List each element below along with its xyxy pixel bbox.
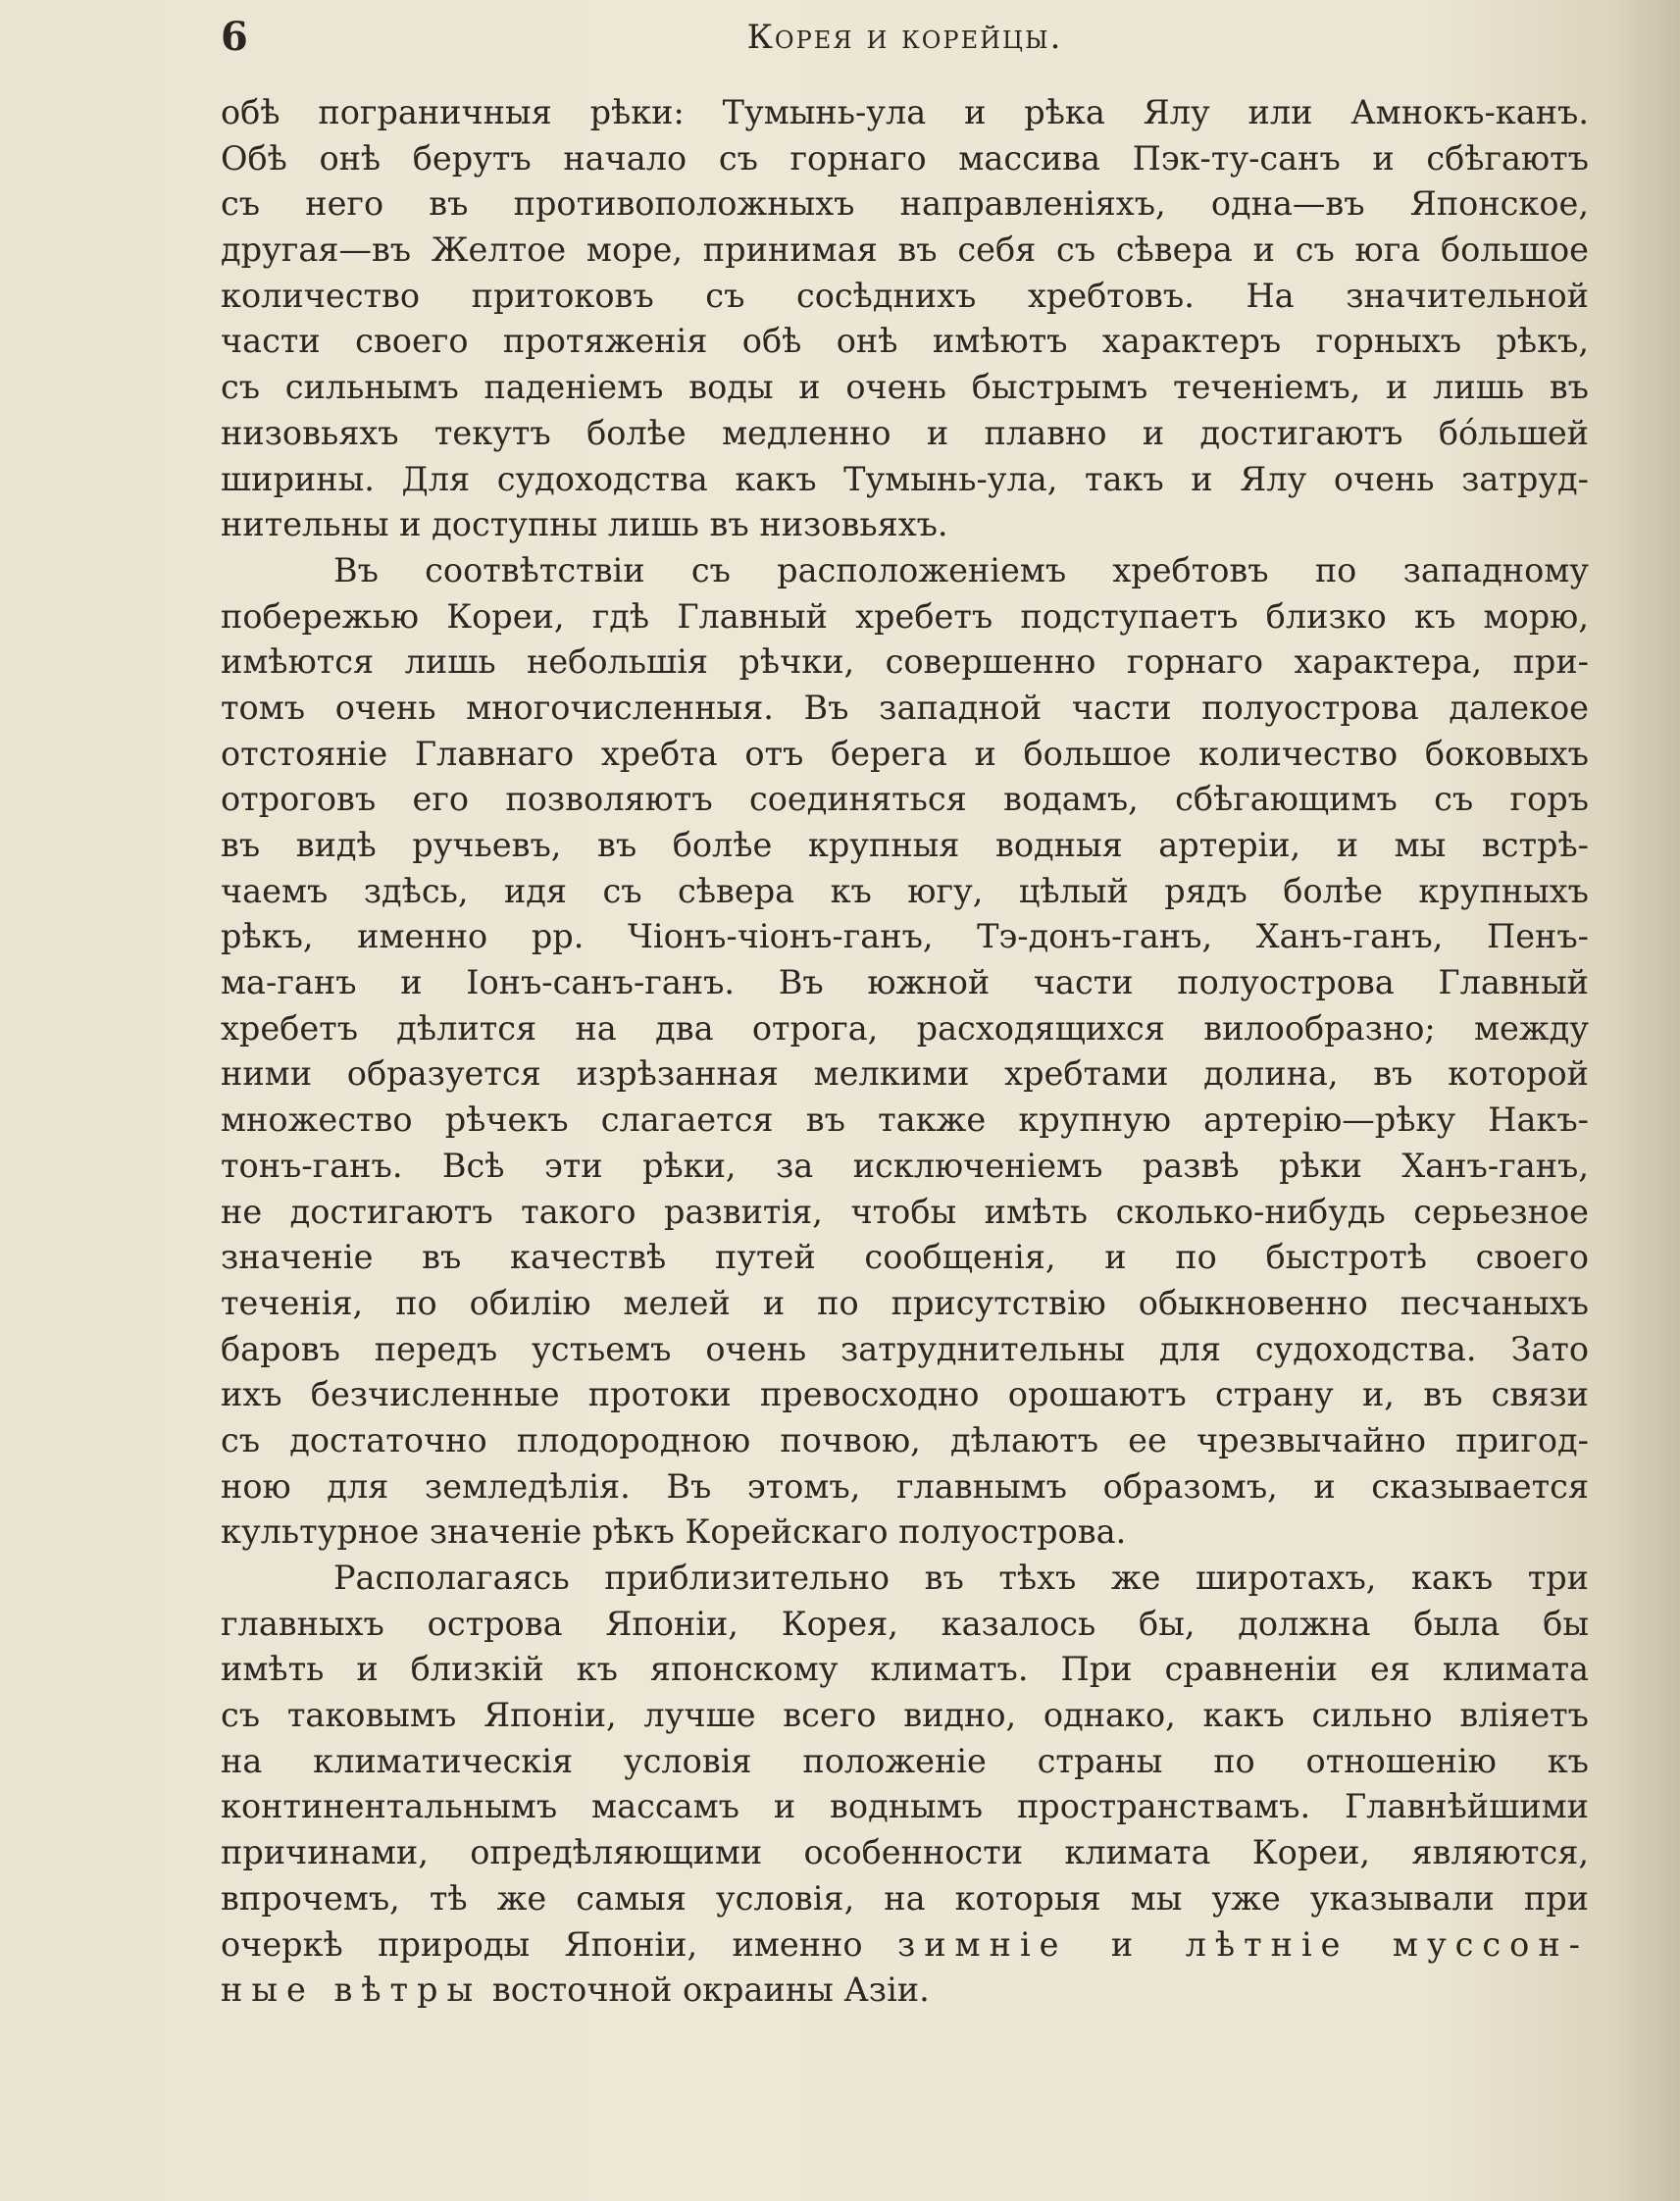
text-line: ною для земледѣлія. Въ этомъ, главнымъ образомъ, и сказывается <box>221 1466 1589 1506</box>
text-line: въ видѣ ручьевъ, въ болѣе крупныя водныя артеріи, и мы встрѣ- <box>221 826 1589 864</box>
text-line: хребетъ дѣлится на два отрога, расходящихся вилообразно; между <box>221 1008 1589 1048</box>
text-line: томъ очень многочисленныя. Въ западной части полуострова далекое <box>221 688 1589 727</box>
text-line: ними образуется изрѣзанная мелкими хребтами долина, въ которой <box>221 1054 1589 1094</box>
text-line: другая—въ Желтое море, принимая въ себя съ сѣвера и съ юга большое <box>221 230 1589 270</box>
text-line: значеніе въ качествѣ путей сообщенія, и по быстротѣ своего <box>221 1238 1589 1277</box>
text-line: не достигаютъ такого развитія, чтобы имѣть сколько-нибудь серьезное <box>221 1192 1589 1231</box>
text-line: имѣть и близкій къ японскому климатъ. При сравненіи ея климата <box>221 1650 1589 1689</box>
text-line: рѣкъ, именно рр. Чіонъ-чіонъ-ганъ, Тэ-донъ-ганъ, Ханъ-ганъ, Пенъ- <box>221 917 1589 956</box>
text-line: на климатическія условія положеніе страны по отношенію къ <box>221 1741 1589 1780</box>
text-line <box>221 1968 1589 2014</box>
text-line: обѣ пограничныя рѣки: Тумынь-ула и рѣка Ялу или Амнокъ-канъ. <box>221 93 1589 131</box>
text-line: съ него въ противоположныхъ направленіяхъ, одна—въ Японское, <box>221 184 1589 224</box>
running-title: Корея и корейцы. <box>746 18 1063 57</box>
page-header <box>221 6 1589 65</box>
text-line: баровъ передъ устьемъ очень затруднительны для судоходства. Зато <box>221 1329 1589 1368</box>
text-line: побережью Кореи, гдѣ Главный хребетъ подступаетъ близко къ морю, <box>221 596 1589 636</box>
text-line: впрочемъ, тѣ же самыя условія, на которыя мы уже указывали при <box>221 1878 1589 1918</box>
text-line: съ сильнымъ паденіемъ воды и очень быстрымъ теченіемъ, и лишь въ <box>221 368 1589 407</box>
text-line: отроговъ его позволяютъ соединяться водамъ, сбѣгающимъ съ горъ <box>221 780 1589 819</box>
body-text <box>221 90 1589 2014</box>
text-line: чаемъ здѣсь, идя съ сѣвера къ югу, цѣлый рядъ болѣе крупныхъ <box>221 871 1589 910</box>
spaced-text: зимніе и лѣтніе муссон- <box>896 1924 1589 1964</box>
text-line: теченія, по обилію мелей и по присутствію обыкновенно песчаныхъ <box>221 1283 1589 1322</box>
text-line: съ достаточно плодородною почвою, дѣлаютъ ее чрезвычайно пригод- <box>221 1420 1589 1459</box>
text-line: Обѣ онѣ берутъ начало съ горнаго массива Пэк-ту-санъ и сбѣгаютъ <box>221 138 1589 178</box>
text-line: количество притоковъ съ сосѣднихъ хребтовъ. На значительной <box>221 276 1589 315</box>
text-line: причинами, опредѣляющими особенности климата Кореи, являются, <box>221 1833 1589 1872</box>
text-line: части своего протяженія обѣ онѣ имѣютъ характеръ горныхъ рѣкъ, <box>221 322 1589 361</box>
text-line: множество рѣчекъ слагается въ также крупную артерію—рѣку Накъ- <box>221 1100 1589 1140</box>
text-line: континентальнымъ массамъ и воднымъ пространствамъ. Главнѣйшими <box>221 1787 1589 1826</box>
text-line: тонъ-ганъ. Всѣ эти рѣки, за исключеніемъ развѣ рѣки Ханъ-ганъ, <box>221 1146 1589 1185</box>
text-segment: очеркѣ природы Японіи, именно <box>221 1924 863 1964</box>
text-segment: восточной окраины Азіи. <box>491 1971 930 2010</box>
text-line <box>221 1922 1589 1969</box>
spaced-text: ные вѣтры <box>221 1971 483 2010</box>
page-number: 6 <box>221 14 248 60</box>
text-line: съ таковымъ Японіи, лучше всего видно, однако, какъ сильно вліяетъ <box>221 1696 1589 1735</box>
text-line: Располагаясь приблизительно въ тѣхъ же широтахъ, какъ три <box>333 1559 1589 1597</box>
text-line: имѣются лишь небольшія рѣчки, совершенно горнаго характера, при- <box>221 642 1589 682</box>
text-line: нительны и доступны лишь въ низовьяхъ. <box>221 505 948 544</box>
text-line: низовьяхъ текутъ болѣе медленно и плавно и достигаютъ бо́льшей <box>221 413 1589 452</box>
text-line: отстояніе Главнаго хребта отъ берега и большое количество боковыхъ <box>221 734 1589 773</box>
text-line: культурное значеніе рѣкъ Корейскаго полуострова. <box>221 1512 1127 1552</box>
text-line: ма-ганъ и Іонъ-санъ-ганъ. Въ южной части полуострова Главный <box>221 963 1589 1002</box>
text-line: главныхъ острова Японіи, Корея, казалось бы, должна была бы <box>221 1604 1589 1643</box>
text-line: ихъ безчисленные протоки превосходно орошаютъ страну и, въ связи <box>221 1375 1589 1414</box>
text-line: ширины. Для судоходства какъ Тумынь-ула, такъ и Ялу очень затруд- <box>221 459 1589 498</box>
text-line: Въ соотвѣтствіи съ расположеніемъ хребтовъ по западному <box>333 550 1589 589</box>
